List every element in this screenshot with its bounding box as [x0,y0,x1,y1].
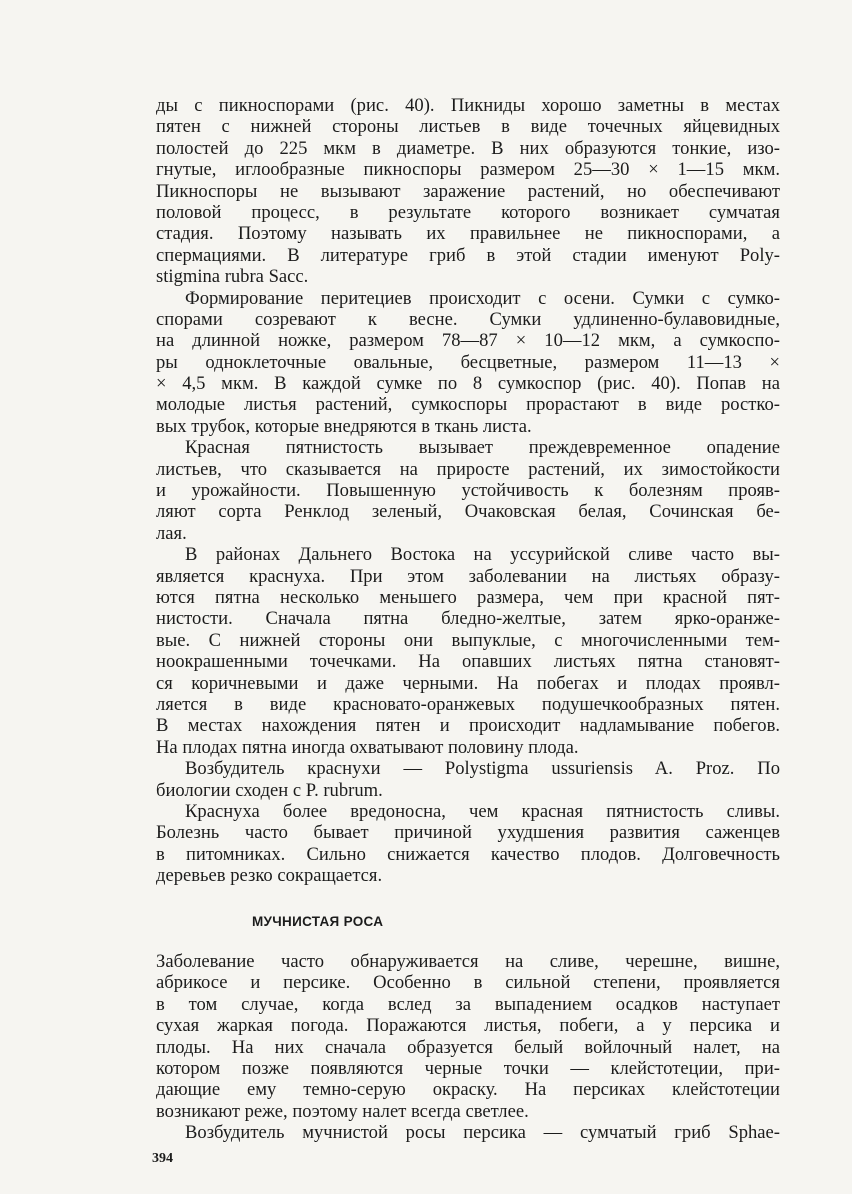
text-line: В местах нахождения пятен и происходит надламывание побегов. [156,715,780,737]
text-line: дающие ему темно-серую окраску. На персиках клейстотеции [156,1079,780,1101]
text-line: ды с пикноспорами (рис. 40). Пикниды хорошо заметны в местах [156,95,780,116]
text-line: нистости. Сначала пятна бледно-желтые, затем ярко-оранже- [156,608,780,630]
text-line: лая. [156,522,187,544]
text-line: в питомниках. Сильно снижается качество плодов. Долговечность [156,843,780,865]
page-number: 394 [152,1151,173,1166]
text-line: стадия. Поэтому называть их правильнее не пикноспорами, а [156,223,780,245]
text-line: ноокрашенными точечками. На опавших листьях пятна становят- [156,651,780,673]
text-line: и урожайности. Повышенную устойчивость к болезням прояв- [156,480,780,502]
text-line: ляют сорта Ренклод зеленый, Очаковская белая, Сочинская бе- [156,501,780,523]
text-line: На плодах пятна иногда охватывают половину плода. [156,736,579,758]
section-heading: МУЧНИСТАЯ РОСА [252,914,384,929]
text-line: спорами созревают к весне. Сумки удлиненно-булавовидные, [156,308,780,330]
text-line: на длинной ножке, размером 78—87 × 10—12 мкм, а сумкоспо- [156,330,780,352]
text-line: в том случае, когда вслед за выпадением осадков наступает [156,993,780,1015]
text-line: деревьев резко сокращается. [156,865,383,887]
text-line: вых трубок, которые внедряются в ткань листа. [156,415,532,437]
text-line: спермациями. В литературе гриб в этой стадии именуют Poly- [156,244,780,266]
text-line: является краснуха. При этом заболевании на листьях образу- [156,565,780,587]
text-line: Возбудитель мучнистой росы персика — сумчатый гриб Sphae- [185,1122,780,1144]
text-line: молодые листья растений, сумкоспоры прорастают в виде ростко- [156,394,780,416]
text-line: Красная пятнистость вызывает преждевременное опадение [185,437,780,459]
text-line: × 4,5 мкм. В каждой сумке по 8 сумкоспор (рис. 40). Попав на [156,373,780,395]
text-line: полостей до 225 мкм в диаметре. В них образуются тонкие, изо- [156,137,780,159]
body-text-lower [156,951,780,1144]
body-text-upper [156,95,780,886]
text-line: Возбудитель краснухи — Polystigma ussuriensis A. Proz. По [185,758,780,780]
text-line: листьев, что сказывается на приросте растений, их зимостойкости [156,458,780,480]
text-line: Пикноспоры не вызывают заражение растений, но обеспечивают [156,180,780,202]
text-line: гнутые, иглообразные пикноспоры размером 25—30 × 1—15 мкм. [156,159,780,181]
text-line: В районах Дальнего Востока на уссурийской сливе часто вы- [185,544,780,566]
text-line: ляется в виде красновато-оранжевых подушечкообразных пятен. [156,693,780,715]
text-line: вые. С нижней стороны они выпуклые, с многочисленными тем- [156,629,780,651]
text-line: Краснуха более вредоносна, чем красная пятнистость сливы. [185,800,780,822]
text-line: абрикосе и персике. Особенно в сильной степени, проявляется [156,972,780,994]
text-line: пятен с нижней стороны листьев в виде точечных яйцевидных [156,116,780,138]
text-line: stigmina rubra Sacc. [156,266,309,288]
text-line: Заболевание часто обнаруживается на сливе, черешне, вишне, [156,951,780,972]
text-line: котором позже появляются черные точки — клейстотеции, при- [156,1057,780,1079]
text-line: ются пятна несколько меньшего размера, чем при красной пят- [156,586,780,608]
text-line: плоды. На них сначала образуется белый войлочный налет, на [156,1036,780,1058]
text-line: возникают реже, поэтому налет всегда светлее. [156,1100,529,1122]
text-line: Болезнь часто бывает причиной ухудшения развития саженцев [156,822,780,844]
text-line: ся коричневыми и даже черными. На побегах и плодах проявл- [156,672,780,694]
text-line: биологии сходен с P. rubrum. [156,779,383,801]
text-line: сухая жаркая погода. Поражаются листья, побеги, а у персика и [156,1015,780,1037]
text-line: половой процесс, в результате которого возникает сумчатая [156,201,780,223]
text-line: ры одноклеточные овальные, бесцветные, размером 11—13 × [156,351,780,373]
text-line: Формирование перитециев происходит с осени. Сумки с сумко- [185,287,780,309]
